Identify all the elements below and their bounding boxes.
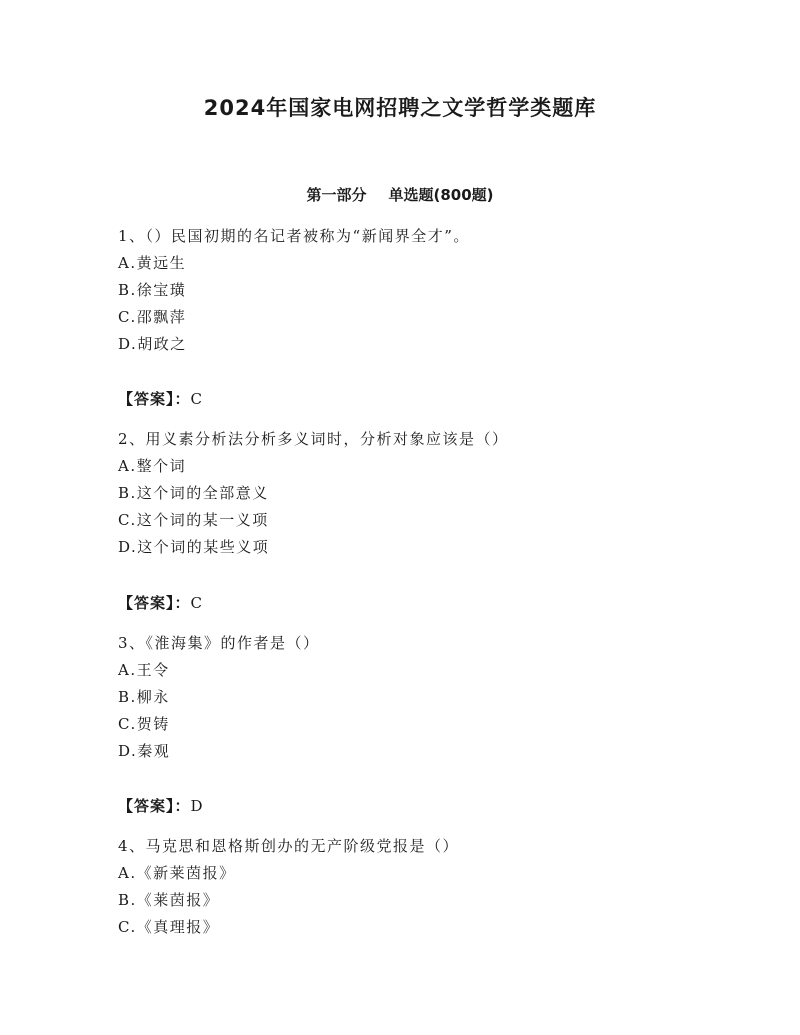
document-title: 2024年国家电网招聘之文学哲学类题库: [203, 96, 597, 120]
answer-value: C: [190, 390, 202, 408]
question-2-option-d: D.这个词的某些义项: [118, 538, 270, 556]
answer-value: D: [190, 797, 203, 815]
question-3-option-c: C.贺铸: [118, 715, 170, 733]
question-3-option-b: B.柳永: [118, 688, 170, 706]
answer-label: 【答案】：: [118, 594, 191, 612]
question-2-answer: [118, 592, 202, 614]
question-2-option-a: A.整个词: [118, 457, 187, 475]
answer-value: C: [190, 594, 202, 612]
question-3-option-a: A.王令: [118, 661, 170, 679]
question-stem-3: 3、《淮海集》的作者是（）: [118, 634, 320, 652]
section-name: 单选题(800题): [388, 186, 494, 204]
question-4-option-a: A.《新莱茵报》: [118, 864, 236, 882]
section-part: 第一部分: [306, 186, 367, 204]
question-1-option-b: B.徐宝璜: [118, 281, 187, 299]
question-stem-4: 4、马克思和恩格斯创办的无产阶级党报是（）: [118, 837, 460, 855]
question-2-option-b: B.这个词的全部意义: [118, 484, 269, 502]
question-3-option-d: D.秦观: [118, 742, 171, 760]
question-1-answer: [118, 388, 202, 410]
question-4-option-b: B.《莱茵报》: [118, 891, 220, 909]
answer-label: 【答案】：: [118, 797, 191, 815]
question-1-option-a: A.黄远生: [118, 254, 187, 272]
question-4-option-c: C.《真理报》: [118, 918, 220, 936]
answer-label: 【答案】：: [118, 390, 191, 408]
question-1-option-d: D.胡政之: [118, 335, 187, 353]
question-stem-2: 2、用义素分析法分析多义词时，分析对象应该是（）: [118, 430, 509, 448]
question-1-option-c: C.邵飘萍: [118, 308, 187, 326]
question-3-answer: [118, 795, 203, 817]
section-heading: [0, 183, 800, 207]
question-stem-1: 1、（）民国初期的名记者被称为“新闻界全才”。: [118, 227, 470, 245]
question-2-option-c: C.这个词的某一义项: [118, 511, 269, 529]
